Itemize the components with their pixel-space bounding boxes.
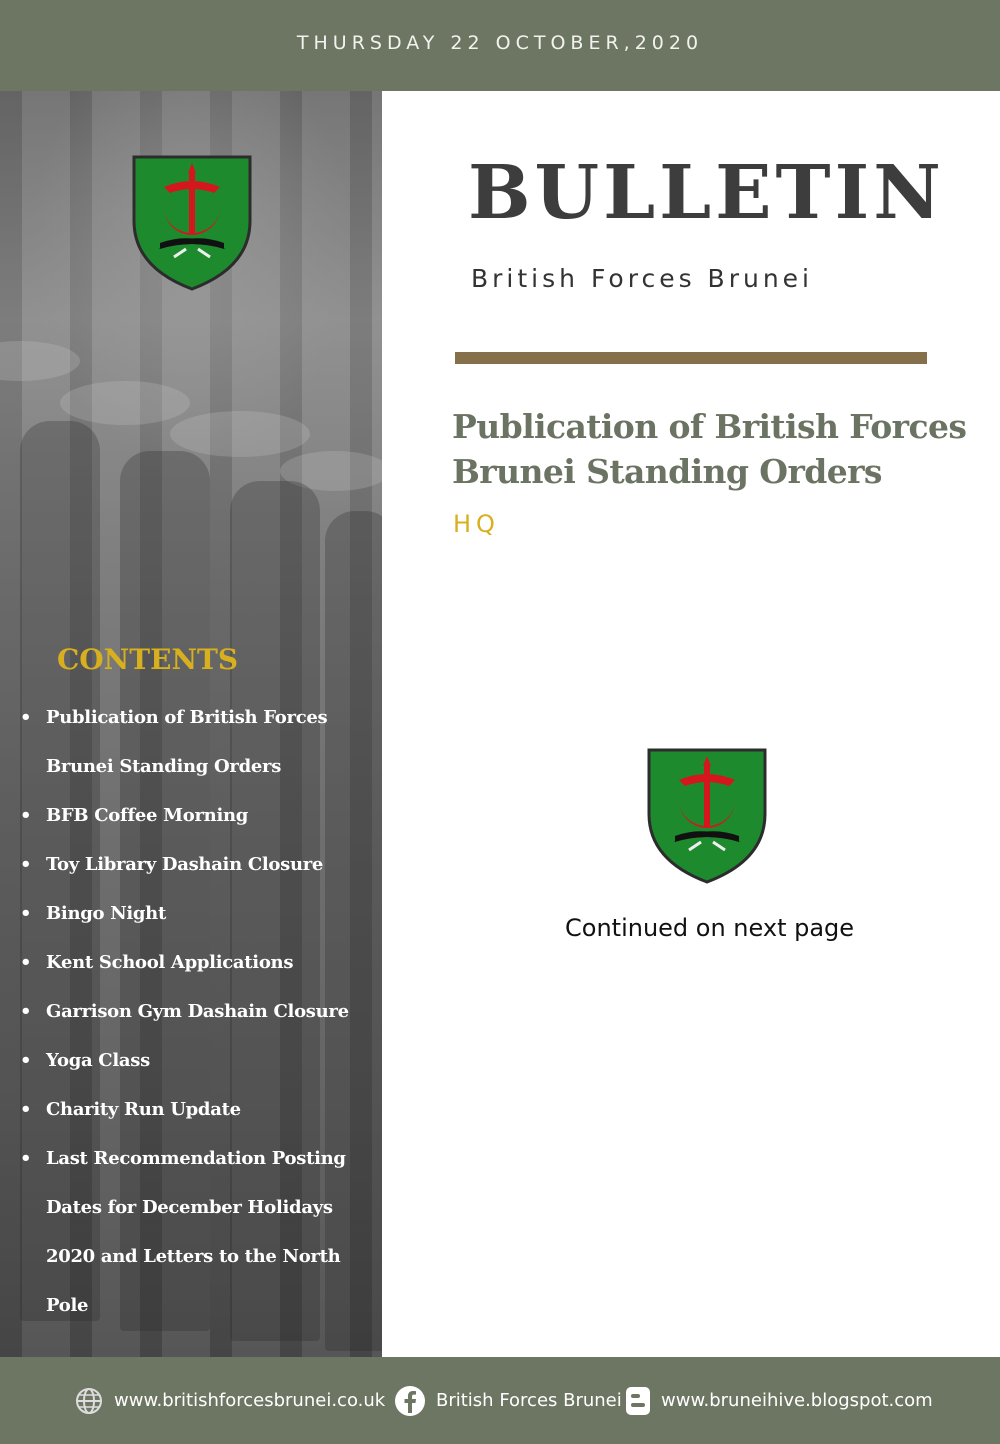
contents-heading: CONTENTS xyxy=(57,643,239,676)
photo-hat-shape xyxy=(0,341,80,381)
photo-hat-shape xyxy=(60,381,190,425)
globe-icon xyxy=(74,1386,104,1416)
contents-item[interactable]: • Bingo Night xyxy=(18,889,380,938)
bulletin-subtitle: British Forces Brunei xyxy=(471,264,813,293)
facebook-icon xyxy=(394,1385,426,1417)
blogger-icon xyxy=(625,1386,651,1416)
crest-icon xyxy=(130,153,254,291)
contents-item[interactable]: • Yoga Class xyxy=(18,1036,380,1085)
photo-hat-shape xyxy=(170,411,310,457)
footer-website-text: www.britishforcesbrunei.co.uk xyxy=(114,1390,386,1411)
contents-item[interactable]: • Charity Run Update xyxy=(18,1085,380,1134)
contents-item[interactable]: • Publication of British Forces Brunei Standing Orders xyxy=(18,693,380,791)
footer-bar xyxy=(0,1357,1000,1444)
contents-item[interactable]: • Toy Library Dashain Closure xyxy=(18,840,380,889)
continued-note: Continued on next page xyxy=(565,914,855,942)
article-title: Publication of British Forces Brunei Standing Orders xyxy=(452,407,967,491)
contents-item[interactable]: • Last Recommendation Posting Dates for December Holidays 2020 and Letters to the North Pole xyxy=(18,1134,380,1330)
footer-blog-link[interactable] xyxy=(625,1357,933,1444)
crest-icon xyxy=(645,746,769,884)
footer-blog-text: www.bruneihive.blogspot.com xyxy=(661,1390,933,1411)
contents-item[interactable]: • Garrison Gym Dashain Closure xyxy=(18,987,380,1036)
header-bar xyxy=(0,0,1000,91)
bulletin-title: BULLETIN xyxy=(468,150,945,236)
article-author: HQ xyxy=(453,510,500,538)
divider-rule xyxy=(455,352,927,364)
footer-website-link[interactable] xyxy=(74,1357,385,1444)
contents-list xyxy=(18,693,380,1330)
footer-facebook-link[interactable] xyxy=(394,1357,622,1444)
contents-item[interactable]: • Kent School Applications xyxy=(18,938,380,987)
sidebar-photo-panel xyxy=(0,91,382,1357)
issue-date: THURSDAY 22 OCTOBER,2020 xyxy=(296,31,704,54)
footer-facebook-text: British Forces Brunei xyxy=(436,1390,622,1411)
contents-item[interactable]: • BFB Coffee Morning xyxy=(18,791,380,840)
